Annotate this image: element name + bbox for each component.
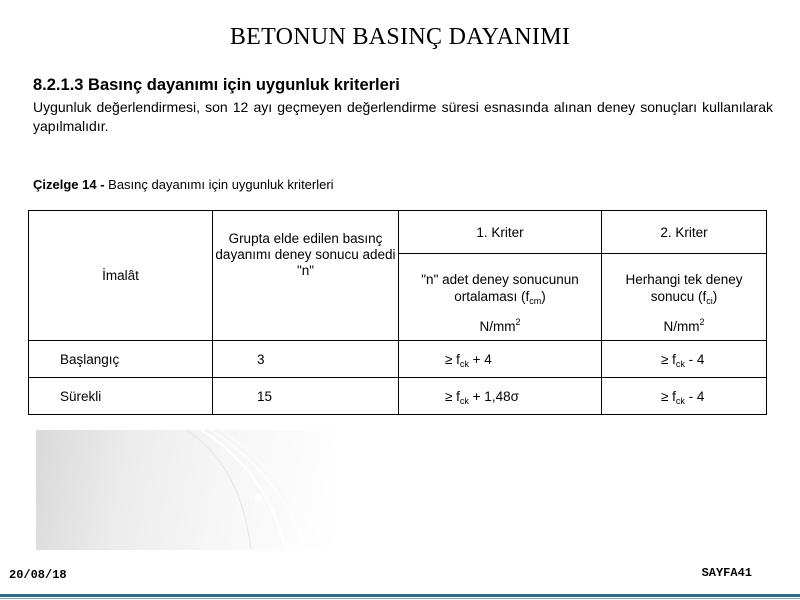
k2-post: - 4 [684,351,705,367]
k2-sub: ck [675,395,685,406]
unit-sup: 2 [515,317,521,327]
row-name: Sürekli [29,378,213,415]
criteria-table [28,210,767,415]
footer-bar-thin [0,598,800,599]
table-row [29,378,767,415]
header-kriter-1: 1. Kriter [399,211,602,254]
footer-page-number: SAYFA41 [701,566,752,580]
k1-sub: ck [459,358,469,369]
subheader-k1-sub: cm [529,296,542,306]
k1-post: + 1,48σ [468,388,519,404]
row-kriter-2 [602,341,767,378]
subheader-kriter-2 [602,254,767,341]
row-name: Başlangıç [29,341,213,378]
k2-sub: ck [675,358,685,369]
k1-post: + 4 [468,351,492,367]
subheader-kriter-1 [399,254,602,341]
row-kriter-1 [399,341,602,378]
table-caption-label: Çizelge 14 - [33,177,105,192]
k2-pre: ≥ f [661,351,676,367]
subheader-k2-close: ) [712,289,718,304]
slide-title: BETONUN BASINÇ DAYANIMI [229,24,571,50]
section-heading: 8.2.1.3 Basınç dayanımı için uygunluk kriterleri [33,76,400,94]
header-imalat: İmalât [29,211,213,341]
k2-pre: ≥ f [661,388,676,404]
row-n: 3 [213,341,399,378]
k2-post: - 4 [684,388,705,404]
unit-label: N/mm [479,319,516,334]
subheader-k1-text: "n" adet deney sonucunun ortalaması (f [421,272,579,304]
header-grupta: Grupta elde edilen basınç dayanımı deney sonucu adedi "n" [213,211,399,341]
decorative-background-image [36,430,336,550]
footer-date: 20/08/18 [9,568,67,582]
subheader-k2-text: Herhangi tek deney sonucu (f [625,272,743,304]
row-kriter-1 [399,378,602,415]
table-caption-text: Basınç dayanımı için uygunluk kriterleri [104,177,334,192]
table-caption [33,177,334,192]
row-n: 15 [213,378,399,415]
header-kriter-2: 2. Kriter [602,211,767,254]
k1-pre: ≥ f [445,388,460,404]
unit-label: N/mm [663,319,700,334]
footer-bar [0,594,800,597]
subheader-k2-sub: ci [706,296,713,306]
k1-sub: ck [459,395,469,406]
unit-sup: 2 [699,317,705,327]
subheader-k1-close: ) [541,289,546,304]
k1-pre: ≥ f [445,351,460,367]
body-paragraph: Uygunluk değerlendirmesi, son 12 ayı geçmeyen değerlendirme süresi esnasında alınan deney sonuçları kullanılarak yapılmalıdır. [33,99,773,134]
table-row [29,341,767,378]
row-kriter-2 [602,378,767,415]
